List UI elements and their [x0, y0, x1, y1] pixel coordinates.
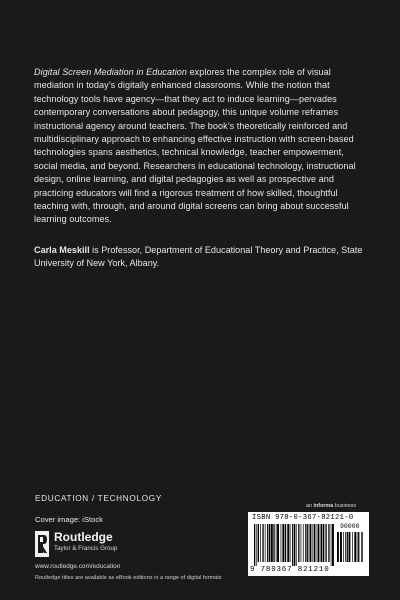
- barcode-bar: [287, 524, 289, 562]
- barcode-bar: [337, 532, 339, 562]
- blurb-text: explores the complex role of visual mediation in today’s digitally enhanced classrooms. While the notion that technology tools have agency—that they act to induce learning—pervades contemporary conversations about pedagogy, this unique volume reframes instructional agency around teachers. The book’s theoretically reinforced and multidisciplinary approach to enhancing effective instruction with screen-based technologies spans aesthetics, technical knowledge, teacher empowerment, social media, and beyond. Researchers in educational technology, instructional design, online learning, and digital pedagogies as well as prospective and practicing educators will find a rigorous treatment of how skilled, thoughtful teaching with, through, and around digital screens can bring about successful learning outcomes.: [34, 67, 356, 225]
- barcode-bar: [296, 524, 297, 566]
- price-addon-number: 90000: [340, 523, 360, 530]
- barcode-bar: [345, 532, 346, 562]
- barcode-bar: [285, 524, 286, 562]
- barcode-bar: [354, 532, 356, 562]
- barcode-bar: [294, 524, 295, 566]
- barcode-bar: [262, 524, 263, 562]
- barcode-bar: [298, 524, 299, 562]
- barcode-bar: [281, 524, 282, 562]
- addon-barcode-bars: [337, 532, 365, 566]
- barcode-bar: [343, 532, 344, 562]
- barcode-bar: [271, 524, 273, 562]
- barcode-bar: [318, 524, 320, 562]
- barcode-bar: [265, 524, 266, 562]
- author-bio: [34, 244, 368, 271]
- barcode-bar: [267, 524, 268, 562]
- barcode-bar: [340, 532, 342, 562]
- back-cover-blurb: [34, 66, 368, 227]
- barcode-bar: [328, 524, 329, 562]
- barcode-bar: [347, 532, 348, 562]
- barcode-bar: [269, 524, 270, 562]
- ebook-note: Routledge titles are available as eBook editions in a range of digital formats: [35, 575, 222, 581]
- author-name: Carla Meskill: [34, 245, 90, 255]
- barcode-bar: [282, 524, 284, 562]
- routledge-logo-icon: [35, 531, 49, 557]
- barcode-bar: [331, 524, 332, 566]
- barcode-bar: [313, 524, 314, 562]
- barcode-bar: [254, 524, 255, 566]
- publisher-name: Routledge: [54, 530, 113, 544]
- barcode-bar: [292, 524, 293, 566]
- barcode-bar: [303, 524, 304, 562]
- cover-image-credit: Cover image: iStock: [35, 515, 103, 524]
- barcode-bar: [277, 524, 279, 562]
- barcode-bar: [358, 532, 359, 562]
- barcode-bar: [361, 532, 362, 562]
- barcode-bar: [290, 524, 291, 562]
- barcode-bar: [323, 524, 324, 562]
- barcode-bar: [357, 532, 358, 562]
- barcode-bar: [316, 524, 317, 562]
- barcode-bar: [273, 524, 274, 562]
- barcode-bar: [325, 524, 326, 562]
- barcode-bar: [310, 524, 312, 562]
- isbn-label: ISBN 978-0-367-82121-0: [252, 514, 354, 522]
- informa-brand: informa: [313, 503, 334, 509]
- barcode-bar: [256, 524, 257, 566]
- barcode-bar: [260, 524, 261, 562]
- barcode-bar: [307, 524, 308, 562]
- subject-category: EDUCATION / TECHNOLOGY: [35, 494, 163, 503]
- barcode-bar: [321, 524, 323, 562]
- book-title-italic: Digital Screen Mediation in Education: [34, 67, 187, 77]
- barcode-bar: [305, 524, 306, 562]
- barcode-bar: [352, 532, 353, 562]
- barcode-bars: [254, 524, 334, 566]
- barcode-bar: [258, 524, 259, 562]
- barcode-bar: [332, 524, 334, 566]
- author-bio-text: is Professor, Department of Educational Theory and Practice, State University of New York, Albany.: [34, 245, 363, 269]
- barcode-digits: 9 780367 821210: [250, 566, 330, 574]
- informa-business-label: an informa business: [306, 503, 357, 509]
- barcode-bar: [362, 532, 363, 562]
- barcode-bar: [301, 524, 302, 562]
- barcode-bar: [349, 532, 351, 562]
- publisher-block: [35, 530, 265, 590]
- publisher-url: www.routledge.com/education: [35, 563, 121, 570]
- barcode-bar: [314, 524, 315, 562]
- isbn-barcode: [248, 512, 369, 576]
- publisher-group: Taylor & Francis Group: [54, 545, 118, 552]
- barcode-bar: [276, 524, 277, 562]
